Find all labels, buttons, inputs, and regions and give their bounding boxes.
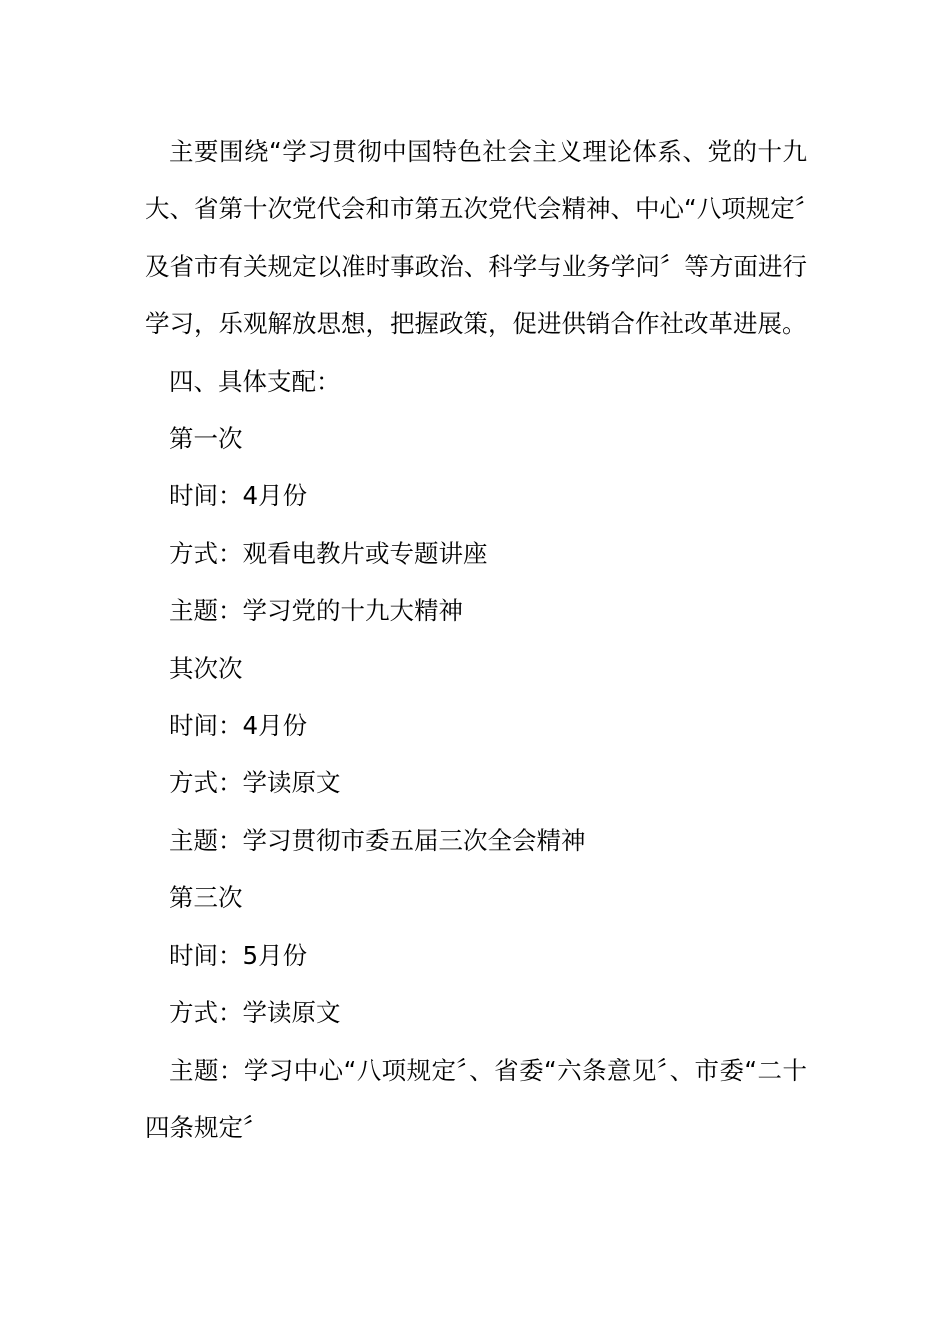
- session-2-method: 方式：学读原文: [169, 768, 341, 798]
- session-3-method: 方式：学读原文: [169, 998, 341, 1028]
- session-2-topic: 主题：学习贯彻市委五届三次全会精神: [169, 825, 586, 855]
- session-3-title: 第三次: [169, 883, 243, 913]
- section-heading: 四、具体支配：: [169, 366, 341, 396]
- session-3-time: 时间：5月份: [169, 940, 308, 970]
- session-2-time: 时间：4月份: [169, 711, 308, 741]
- session-1-time: 时间：4月份: [169, 481, 308, 511]
- session-1-topic: 主题：学习党的十九大精神: [169, 596, 463, 626]
- session-3-topic: 主题：学习中心“八项规定〞、省委“六条意见〞、市委“二十四条规定〞: [145, 1055, 807, 1142]
- intro-paragraph: 主要围绕“学习贯彻中国特色社会主义理论体系、党的十九大、省第十次党代会和市第五次党代会精神、中心“八项规定〞及省市有关规定以准时事政治、科学与业务学问〞等方面进行学习，乐观解放思想，把握政策，促进供销合作社改革进展。: [145, 137, 807, 339]
- session-2-title: 其次次: [169, 653, 243, 683]
- session-1-method: 方式：观看电教片或专题讲座: [169, 538, 488, 568]
- document-body: [145, 123, 807, 1156]
- session-1-title: 第一次: [169, 424, 243, 454]
